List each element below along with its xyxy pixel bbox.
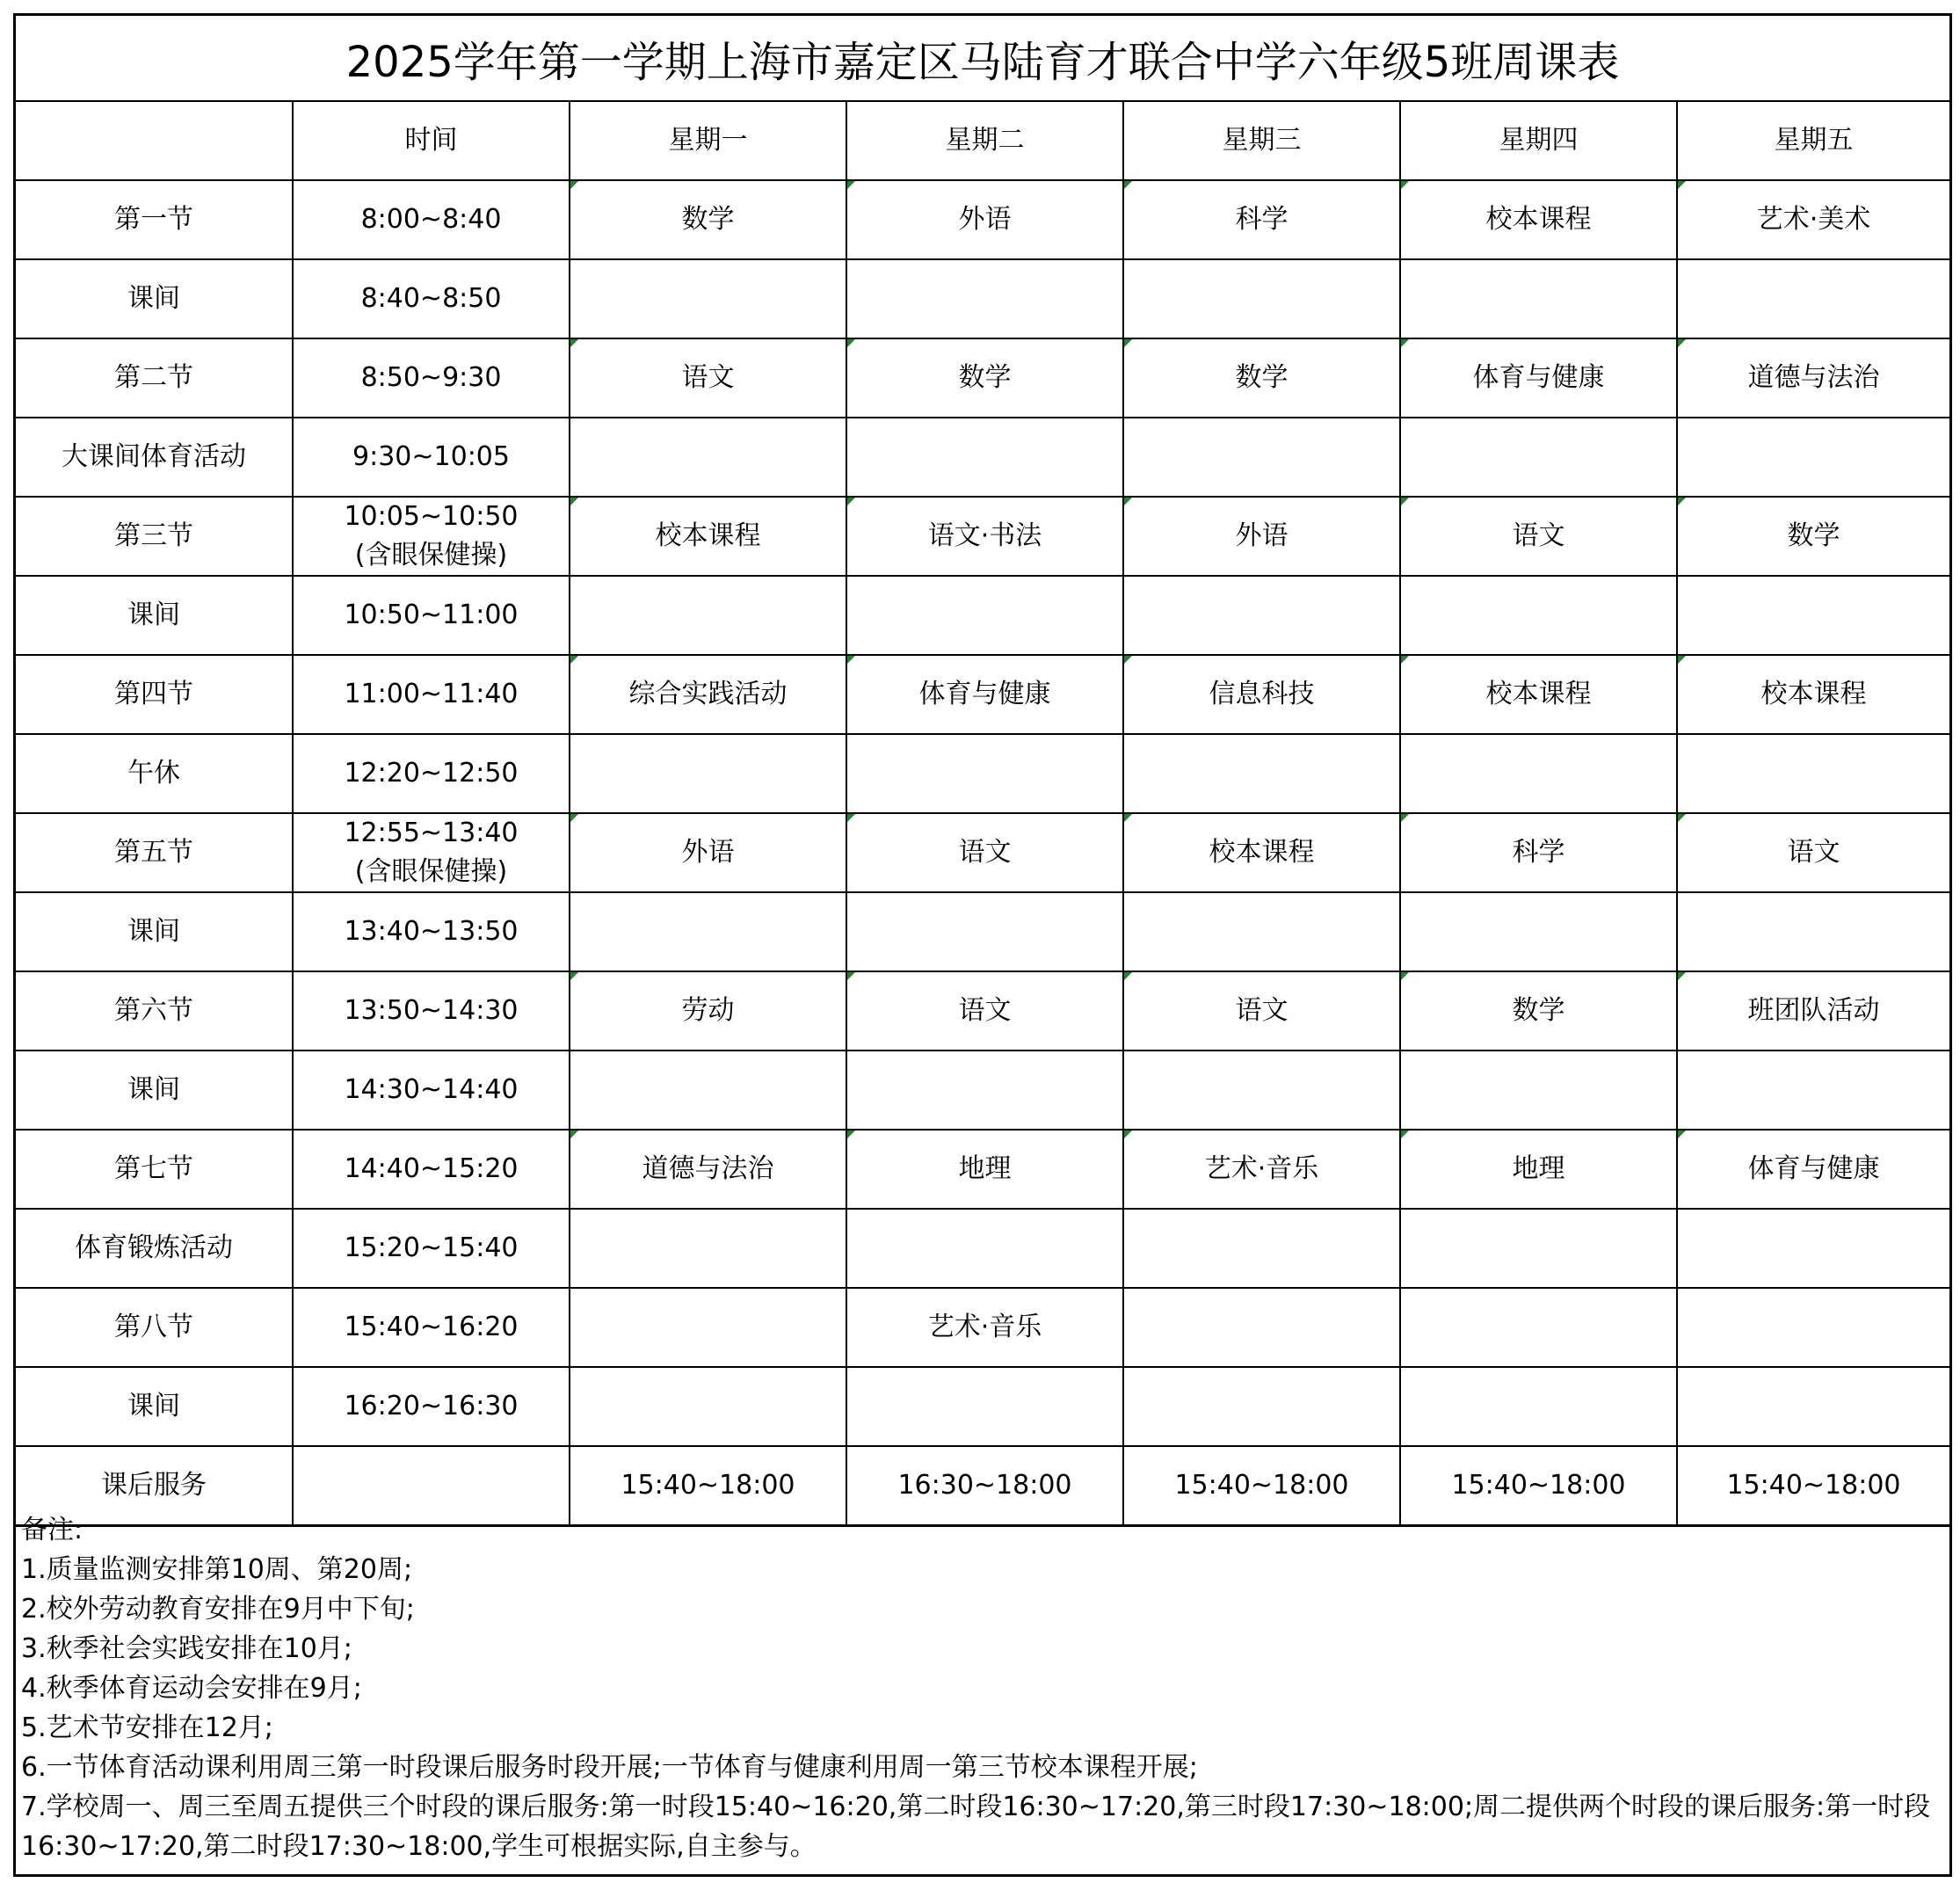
period-label-cell: 第三节: [16, 497, 293, 576]
subject-cell: [1123, 1209, 1400, 1288]
subject-cell: [1400, 1367, 1677, 1446]
subject-cell: 校本课程: [1677, 655, 1949, 734]
time-cell: 10:05~10:50 (含眼保健操): [293, 497, 570, 576]
subject-cell: 15:40~18:00: [1123, 1446, 1400, 1526]
period-label-cell: 第八节: [16, 1288, 293, 1367]
note-item: 5.艺术节安排在12月;: [21, 1712, 273, 1743]
subject-cell: [1123, 1288, 1400, 1367]
subject-cell: [1400, 418, 1677, 497]
note-item: 7.学校周一、周三至周五提供三个时段的课后服务:第一时段15:40~16:20,第二时段16:30~17:20,第三时段17:30~18:00;周二提供两个时段的课后服务:第一时段16:30~17:20,第二时段17:30~18:00,学生可根据实际,自主参与。: [21, 1792, 1931, 1862]
subject-cell: [1677, 1367, 1949, 1446]
subject-cell: 15:40~18:00: [1400, 1446, 1677, 1526]
subject-cell: [570, 576, 846, 655]
subject-cell: 体育与健康: [1677, 1130, 1949, 1209]
subject-cell: 校本课程: [570, 497, 846, 576]
subject-cell: [1400, 1051, 1677, 1130]
time-cell: 14:30~14:40: [293, 1051, 570, 1130]
subject-cell: [570, 1051, 846, 1130]
note-item: 2.校外劳动教育安排在9月中下旬;: [21, 1594, 415, 1625]
subject-cell: [846, 1367, 1123, 1446]
period-row: [16, 892, 1949, 971]
subject-cell: [570, 892, 846, 971]
time-cell: 8:40~8:50: [293, 259, 570, 338]
time-cell: 15:20~15:40: [293, 1209, 570, 1288]
period-label-cell: 大课间体育活动: [16, 418, 293, 497]
subject-cell: [846, 418, 1123, 497]
header-day-cell: 星期二: [846, 102, 1123, 180]
timetable-grid: [16, 102, 1949, 1527]
subject-cell: [846, 1051, 1123, 1130]
subject-cell: 科学: [1400, 813, 1677, 892]
subject-cell: 信息科技: [1123, 655, 1400, 734]
subject-cell: 语文: [1123, 971, 1400, 1051]
subject-cell: 语文: [846, 971, 1123, 1051]
subject-cell: 语文: [1677, 813, 1949, 892]
subject-cell: [1677, 734, 1949, 813]
subject-cell: [1677, 576, 1949, 655]
subject-cell: [1123, 892, 1400, 971]
period-row: [16, 734, 1949, 813]
subject-cell: [1400, 1288, 1677, 1367]
subject-cell: 道德与法治: [1677, 338, 1949, 418]
time-cell: 12:20~12:50: [293, 734, 570, 813]
header-day-cell: 星期三: [1123, 102, 1400, 180]
subject-cell: 地理: [846, 1130, 1123, 1209]
subject-cell: 科学: [1123, 180, 1400, 259]
subject-cell: [1400, 259, 1677, 338]
note-item: 1.质量监测安排第10周、第20周;: [21, 1554, 413, 1585]
period-label-cell: 体育锻炼活动: [16, 1209, 293, 1288]
time-cell: 14:40~15:20: [293, 1130, 570, 1209]
subject-cell: 艺术·美术: [1677, 180, 1949, 259]
time-cell: 9:30~10:05: [293, 418, 570, 497]
notes-heading: 备注:: [21, 1515, 83, 1545]
timetable-sheet: [13, 13, 1952, 1877]
header-time-cell: 时间: [293, 102, 570, 180]
period-row: [16, 1051, 1949, 1130]
subject-cell: [570, 734, 846, 813]
subject-cell: 16:30~18:00: [846, 1446, 1123, 1526]
subject-cell: 数学: [1400, 971, 1677, 1051]
subject-cell: [570, 259, 846, 338]
subject-cell: [570, 418, 846, 497]
subject-cell: 15:40~18:00: [1677, 1446, 1949, 1526]
subject-cell: [570, 1209, 846, 1288]
period-label-cell: 第四节: [16, 655, 293, 734]
note-item: 6.一节体育活动课利用周三第一时段课后服务时段开展;一节体育与健康利用周一第三节校本课程开展;: [21, 1752, 1198, 1783]
subject-cell: 班团队活动: [1677, 971, 1949, 1051]
time-cell: 10:50~11:00: [293, 576, 570, 655]
subject-cell: 数学: [1123, 338, 1400, 418]
subject-cell: [846, 259, 1123, 338]
period-row: [16, 1367, 1949, 1446]
subject-cell: [1677, 1051, 1949, 1130]
subject-cell: [846, 1209, 1123, 1288]
subject-cell: 15:40~18:00: [570, 1446, 846, 1526]
period-row: [16, 418, 1949, 497]
period-label-cell: 第一节: [16, 180, 293, 259]
subject-cell: [1400, 1209, 1677, 1288]
note-item: 4.秋季体育运动会安排在9月;: [21, 1673, 362, 1704]
subject-cell: 语文: [1400, 497, 1677, 576]
subject-cell: 外语: [570, 813, 846, 892]
subject-cell: [1677, 1288, 1949, 1367]
period-row: [16, 259, 1949, 338]
subject-cell: 数学: [570, 180, 846, 259]
header-day-cell: 星期四: [1400, 102, 1677, 180]
subject-cell: [570, 1367, 846, 1446]
subject-cell: 校本课程: [1400, 180, 1677, 259]
time-cell: 13:50~14:30: [293, 971, 570, 1051]
period-row: [16, 655, 1949, 734]
subject-cell: 地理: [1400, 1130, 1677, 1209]
subject-cell: [846, 892, 1123, 971]
period-label-cell: 第二节: [16, 338, 293, 418]
period-label-cell: 课间: [16, 1367, 293, 1446]
time-cell: 11:00~11:40: [293, 655, 570, 734]
time-cell: 15:40~16:20: [293, 1288, 570, 1367]
subject-cell: [1123, 1051, 1400, 1130]
period-row: [16, 576, 1949, 655]
period-label-cell: 课间: [16, 892, 293, 971]
subject-cell: [1123, 418, 1400, 497]
subject-cell: 劳动: [570, 971, 846, 1051]
subject-cell: 道德与法治: [570, 1130, 846, 1209]
subject-cell: [846, 734, 1123, 813]
subject-cell: 语文·书法: [846, 497, 1123, 576]
time-cell: 8:00~8:40: [293, 180, 570, 259]
subject-cell: [1123, 1367, 1400, 1446]
subject-cell: [1677, 892, 1949, 971]
time-cell: 13:40~13:50: [293, 892, 570, 971]
period-label-cell: 第六节: [16, 971, 293, 1051]
subject-cell: 外语: [1123, 497, 1400, 576]
subject-cell: [1400, 576, 1677, 655]
header-day-cell: 星期五: [1677, 102, 1949, 180]
page-title: 2025学年第一学期上海市嘉定区马陆育才联合中学六年级5班周课表: [16, 16, 1949, 102]
subject-cell: [1400, 734, 1677, 813]
period-label-cell: 第七节: [16, 1130, 293, 1209]
subject-cell: [1677, 259, 1949, 338]
subject-cell: 语文: [846, 813, 1123, 892]
subject-cell: [1123, 734, 1400, 813]
subject-cell: [1677, 418, 1949, 497]
period-row: [16, 1130, 1949, 1209]
header-corner-cell: [16, 102, 293, 180]
period-row: [16, 1288, 1949, 1367]
header-row: [16, 102, 1949, 180]
note-item: 3.秋季社会实践安排在10月;: [21, 1633, 352, 1664]
period-label-cell: 课间: [16, 1051, 293, 1130]
period-row: [16, 1209, 1949, 1288]
subject-cell: [1123, 576, 1400, 655]
subject-cell: 校本课程: [1400, 655, 1677, 734]
subject-cell: 体育与健康: [846, 655, 1123, 734]
subject-cell: 数学: [1677, 497, 1949, 576]
time-cell: 12:55~13:40 (含眼保健操): [293, 813, 570, 892]
period-row: [16, 971, 1949, 1051]
subject-cell: 综合实践活动: [570, 655, 846, 734]
time-cell: 8:50~9:30: [293, 338, 570, 418]
subject-cell: [846, 576, 1123, 655]
subject-cell: 外语: [846, 180, 1123, 259]
period-label-cell: 课间: [16, 259, 293, 338]
header-day-cell: 星期一: [570, 102, 846, 180]
subject-cell: 语文: [570, 338, 846, 418]
period-label-cell: 午休: [16, 734, 293, 813]
subject-cell: [1123, 259, 1400, 338]
subject-cell: [1400, 892, 1677, 971]
period-row: [16, 497, 1949, 576]
subject-cell: 艺术·音乐: [846, 1288, 1123, 1367]
subject-cell: 数学: [846, 338, 1123, 418]
period-row: [16, 180, 1949, 259]
subject-cell: [1677, 1209, 1949, 1288]
time-cell: 16:20~16:30: [293, 1367, 570, 1446]
subject-cell: [570, 1288, 846, 1367]
period-row: [16, 338, 1949, 418]
notes-section: [21, 1510, 1942, 1866]
period-label-cell: 第五节: [16, 813, 293, 892]
period-label-cell: 课后服务: [16, 1446, 293, 1526]
subject-cell: 艺术·音乐: [1123, 1130, 1400, 1209]
subject-cell: 体育与健康: [1400, 338, 1677, 418]
period-label-cell: 课间: [16, 576, 293, 655]
subject-cell: 校本课程: [1123, 813, 1400, 892]
period-row: [16, 813, 1949, 892]
